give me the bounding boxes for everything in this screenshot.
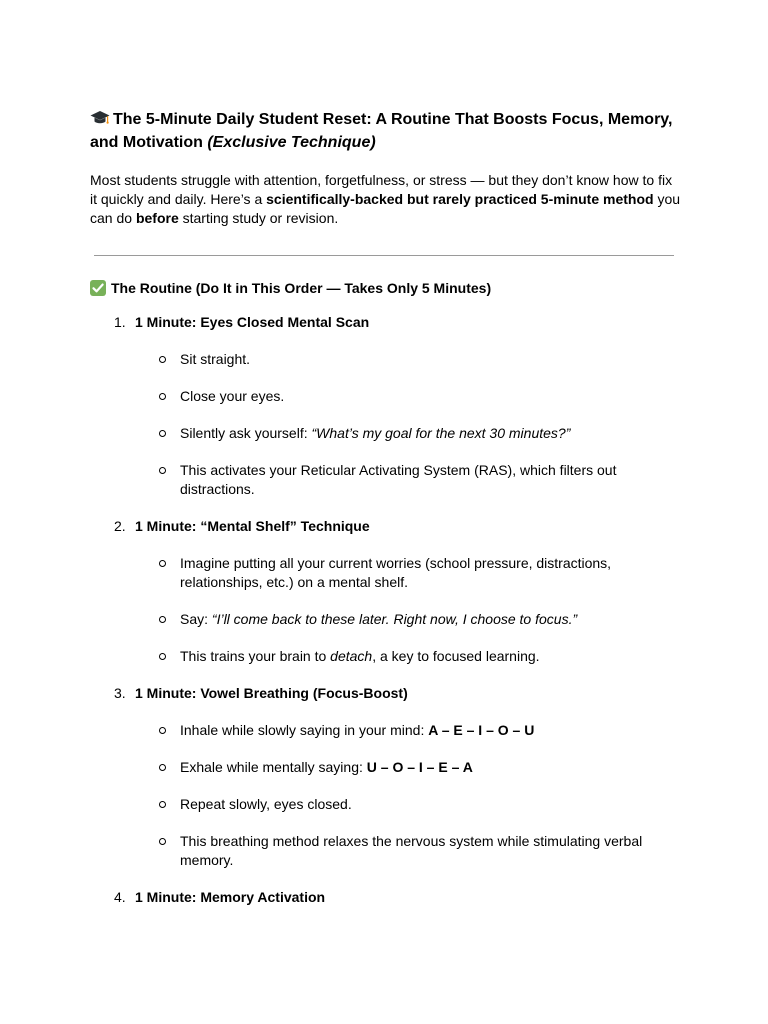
substep-text: This activates your Reticular Activating System (RAS), which filters out distractions. xyxy=(180,462,617,497)
section-heading xyxy=(90,279,682,297)
list-item xyxy=(135,350,682,369)
hollow-circle-bullet-icon xyxy=(159,727,166,734)
step-1-substeps xyxy=(135,350,682,499)
step-title: 1 Minute: Eyes Closed Mental Scan xyxy=(135,314,370,330)
list-item xyxy=(135,647,682,666)
list-item xyxy=(135,832,682,870)
intro-paragraph xyxy=(90,171,682,228)
step-number: 1. xyxy=(114,314,126,330)
hollow-circle-bullet-icon xyxy=(159,560,166,567)
hollow-circle-bullet-icon xyxy=(159,393,166,400)
list-item-step-1 xyxy=(90,313,682,499)
hollow-circle-bullet-icon xyxy=(159,801,166,808)
title-emphasis-text: (Exclusive Technique) xyxy=(207,134,376,151)
step-number: 2. xyxy=(114,518,126,534)
hollow-circle-bullet-icon xyxy=(159,616,166,623)
substep-text: Say: xyxy=(180,611,212,627)
intro-text-3: starting study or revision. xyxy=(178,210,339,226)
list-item xyxy=(135,610,682,629)
list-item-step-2 xyxy=(90,517,682,666)
step-title: 1 Minute: “Mental Shelf” Technique xyxy=(135,518,370,534)
document-page xyxy=(90,108,682,907)
substep-text: , a key to focused learning. xyxy=(372,648,540,664)
substep-text: Imagine putting all your current worries (school pressure, distractions, relationships, etc.) on a mental shelf. xyxy=(180,555,612,590)
list-item xyxy=(135,758,682,777)
list-item-step-3 xyxy=(90,684,682,870)
routine-steps-list xyxy=(90,313,682,907)
list-item xyxy=(135,424,682,443)
substep-text: Silently ask yourself: xyxy=(180,425,312,441)
substep-text: Close your eyes. xyxy=(180,388,285,404)
hollow-circle-bullet-icon xyxy=(159,356,166,363)
substep-text: This breathing method relaxes the nervous system while stimulating verbal memory. xyxy=(180,833,643,868)
hollow-circle-bullet-icon xyxy=(159,467,166,474)
hollow-circle-bullet-icon xyxy=(159,653,166,660)
list-item xyxy=(135,721,682,740)
substep-text: This trains your brain to xyxy=(180,648,331,664)
intro-text-1: Most students struggle with attention, forgetfulness, or stress — but they don’t know how to fix it quickly and daily. Here’s a xyxy=(90,172,673,207)
horizontal-divider xyxy=(94,255,674,256)
step-number: 4. xyxy=(114,889,126,905)
list-item xyxy=(135,554,682,592)
step-title: 1 Minute: Vowel Breathing (Focus-Boost) xyxy=(135,685,408,701)
section-heading-text: The Routine (Do It in This Order — Takes Only 5 Minutes) xyxy=(111,280,492,296)
substep-text: Exhale while mentally saying: xyxy=(180,759,367,775)
substep-text: Sit straight. xyxy=(180,351,251,367)
step-3-substeps xyxy=(135,721,682,870)
graduation-cap-icon xyxy=(90,108,110,131)
hollow-circle-bullet-icon xyxy=(159,838,166,845)
substep-bold-vowels: A – E – I – O – U xyxy=(428,722,535,738)
substep-italic-quote: “What’s my goal for the next 30 minutes?” xyxy=(311,425,571,441)
step-2-substeps xyxy=(135,554,682,666)
substep-bold-vowels: U – O – I – E – A xyxy=(366,759,473,775)
document-title xyxy=(90,108,682,154)
intro-bold-before: before xyxy=(135,210,179,226)
step-title: 1 Minute: Memory Activation xyxy=(135,889,326,905)
intro-text-2: you can do xyxy=(90,191,681,226)
list-item xyxy=(135,461,682,499)
step-number: 3. xyxy=(114,685,126,701)
list-item xyxy=(135,387,682,406)
hollow-circle-bullet-icon xyxy=(159,764,166,771)
substep-italic-word: detach xyxy=(330,648,373,664)
list-item-step-4 xyxy=(90,888,682,907)
check-mark-button-icon xyxy=(90,280,106,296)
intro-bold-method: scientifically-backed but rarely practiced 5-minute method xyxy=(266,191,654,207)
title-main-text: The 5-Minute Daily Student Reset: A Routine That Boosts Focus, Memory, and Motivation xyxy=(90,111,673,151)
substep-italic-quote: “I’ll come back to these later. Right now, I choose to focus.” xyxy=(211,611,578,627)
hollow-circle-bullet-icon xyxy=(159,430,166,437)
substep-text: Inhale while slowly saying in your mind: xyxy=(180,722,429,738)
substep-text: Repeat slowly, eyes closed. xyxy=(180,796,352,812)
list-item xyxy=(135,795,682,814)
